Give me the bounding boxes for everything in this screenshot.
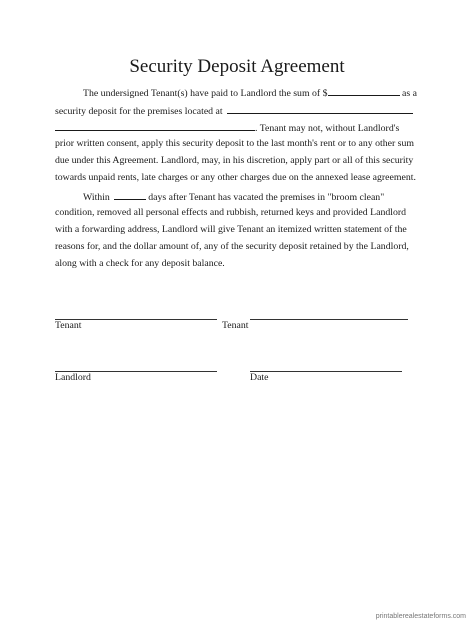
consent-text: . Tenant may not, without Landlord's <box>255 123 400 134</box>
premises-address-blank-2[interactable] <box>55 121 255 131</box>
vacated-text: days after Tenant has vacated the premises in "broom clean" <box>145 192 385 203</box>
paragraph-1-line-1 <box>83 86 417 100</box>
paragraph-2-line-3: with a forwarding address, Landlord will give Tenant an itemized written statement of the <box>55 224 407 235</box>
premises-text: security deposit for the premises located at <box>55 106 223 117</box>
paragraph-1-line-2 <box>55 104 413 118</box>
deposit-amount-blank[interactable] <box>328 86 400 96</box>
paragraph-1-line-6: towards unpaid rents, late charges or any other charges due on the annexed lease agreement. <box>55 172 416 183</box>
paragraph-2-line-2: condition, removed all personal effects and rubbish, returned keys and provided Landlord <box>55 207 407 218</box>
paragraph-2-line-5: along with a check for any deposit balance. <box>55 258 225 269</box>
days-blank[interactable] <box>114 190 146 200</box>
footer-watermark: printablerealestateforms.com <box>375 613 466 620</box>
date-line[interactable] <box>250 371 402 372</box>
tenant-1-label: Tenant <box>55 320 82 331</box>
deposit-amount-suffix: as a <box>399 88 417 99</box>
landlord-label: Landlord <box>55 372 91 383</box>
tenant-2-signature-line[interactable] <box>250 319 408 320</box>
date-label: Date <box>250 372 269 383</box>
page-title: Security Deposit Agreement <box>129 56 345 77</box>
premises-address-blank[interactable] <box>227 104 413 114</box>
tenant-2-label: Tenant <box>222 320 249 331</box>
paragraph-1-line-3 <box>55 121 399 135</box>
paragraph-1-line-4: prior written consent, apply this security deposit to the last month's rent or to any other sum <box>55 138 415 149</box>
paragraph-1-line-5: due under this Agreement. Landlord, may, in his discretion, apply part or all of this security <box>55 155 414 166</box>
deposit-amount-text: The undersigned Tenant(s) have paid to Landlord the sum of $ <box>83 88 328 99</box>
within-text: Within <box>83 192 110 203</box>
paragraph-2-line-1 <box>83 190 384 204</box>
paragraph-2-line-4: reasons for, and the dollar amount of, any of the security deposit retained by the Landlord, <box>55 241 409 252</box>
